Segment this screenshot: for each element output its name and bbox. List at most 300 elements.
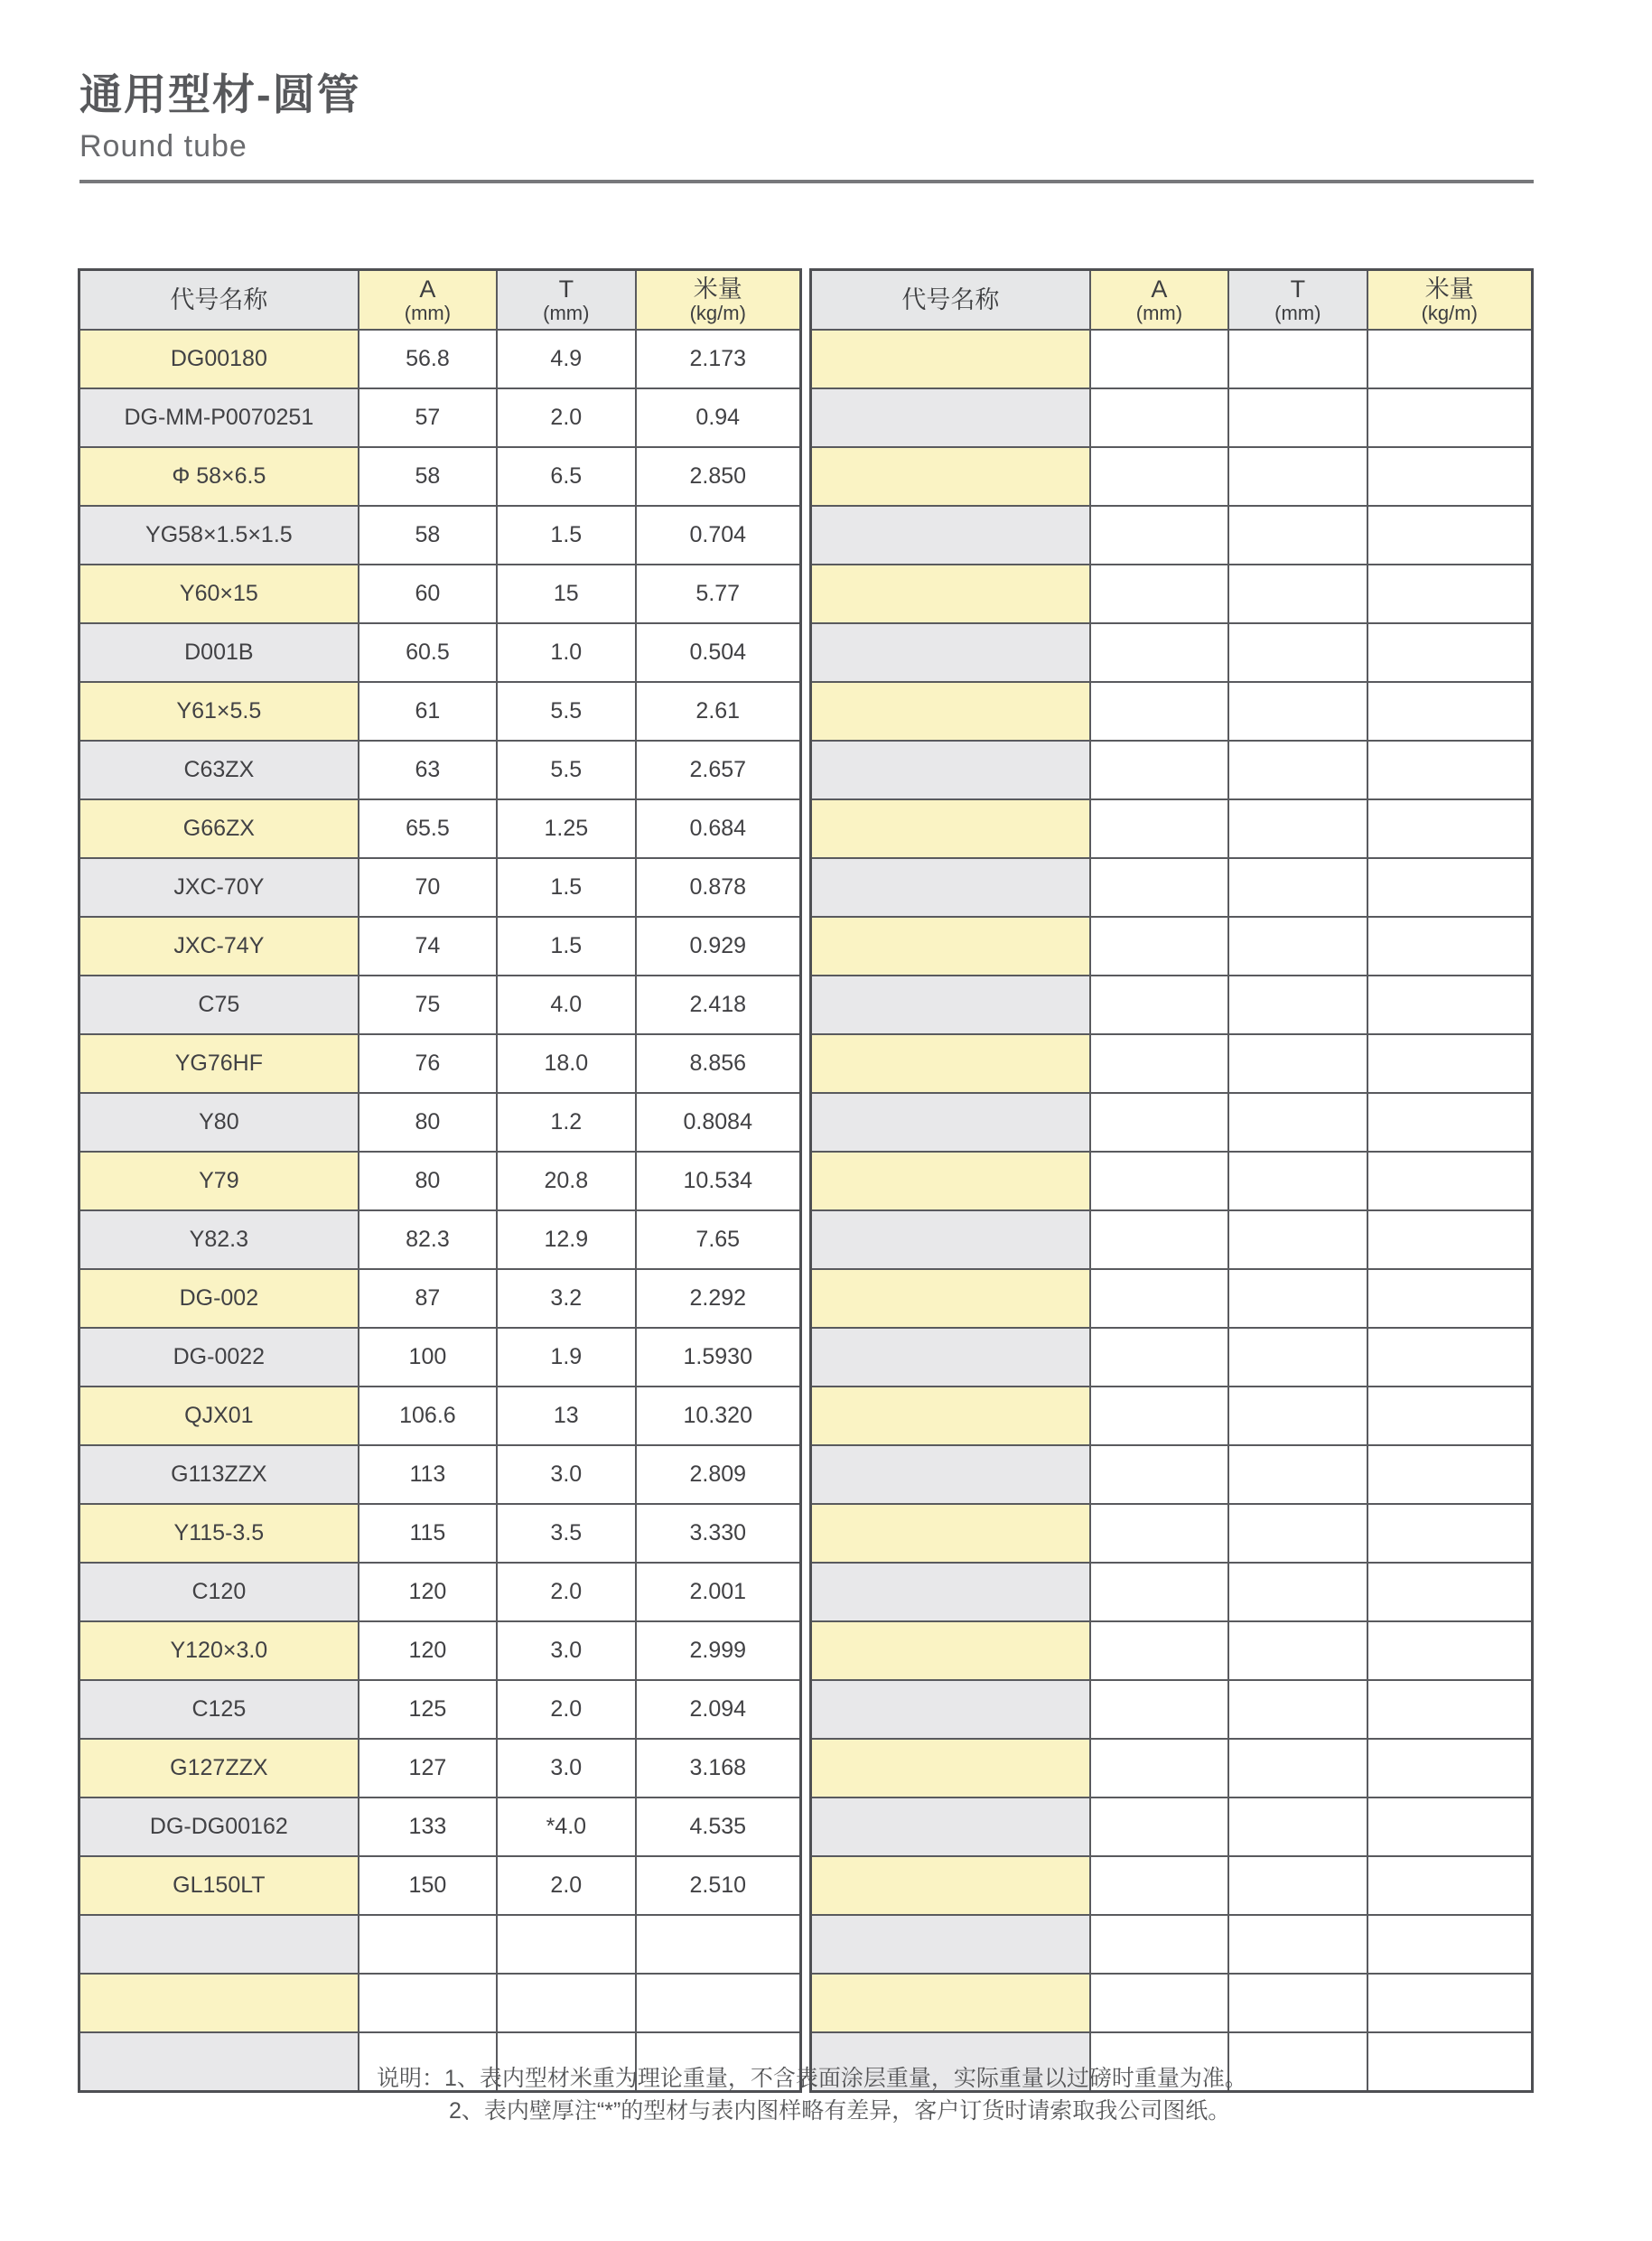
cell-name bbox=[811, 1504, 1090, 1563]
table-row bbox=[79, 1034, 801, 1093]
cell-name bbox=[811, 1974, 1090, 2032]
cell-m bbox=[1367, 1093, 1533, 1152]
cell-name bbox=[811, 858, 1090, 917]
table-row bbox=[811, 447, 1533, 506]
cell-name: Y60×15 bbox=[79, 565, 359, 623]
cell-a: 120 bbox=[359, 1621, 497, 1680]
table-row bbox=[811, 1563, 1533, 1621]
cell-t bbox=[1228, 565, 1367, 623]
table-row bbox=[811, 1387, 1533, 1445]
page-subtitle: Round tube bbox=[79, 129, 247, 163]
cell-name: DG00180 bbox=[79, 330, 359, 388]
cell-name bbox=[79, 2032, 359, 2092]
cell-m bbox=[1367, 565, 1533, 623]
cell-a bbox=[1090, 623, 1228, 682]
table-row bbox=[79, 1680, 801, 1739]
cell-a bbox=[1090, 858, 1228, 917]
cell-t: 1.0 bbox=[497, 623, 635, 682]
table-row bbox=[79, 1387, 801, 1445]
cell-m: 2.292 bbox=[636, 1269, 801, 1328]
cell-t: 3.0 bbox=[497, 1739, 635, 1797]
table-row bbox=[79, 917, 801, 976]
column-header-t-label: T bbox=[1290, 275, 1306, 303]
cell-t bbox=[1228, 799, 1367, 858]
table-row bbox=[79, 1739, 801, 1797]
cell-m bbox=[1367, 1797, 1533, 1856]
cell-m: 2.850 bbox=[636, 447, 801, 506]
cell-name: JXC-74Y bbox=[79, 917, 359, 976]
cell-a: 150 bbox=[359, 1856, 497, 1915]
cell-name: G66ZX bbox=[79, 799, 359, 858]
cell-a: 133 bbox=[359, 1797, 497, 1856]
cell-t: 3.5 bbox=[497, 1504, 635, 1563]
cell-a: 113 bbox=[359, 1445, 497, 1504]
cell-a bbox=[1090, 565, 1228, 623]
cell-name: C120 bbox=[79, 1563, 359, 1621]
table-row bbox=[79, 1093, 801, 1152]
cell-m: 3.168 bbox=[636, 1739, 801, 1797]
cell-name: JXC-70Y bbox=[79, 858, 359, 917]
table-row bbox=[811, 1328, 1533, 1387]
cell-t bbox=[1228, 1621, 1367, 1680]
cell-m bbox=[1367, 1680, 1533, 1739]
cell-name: Y79 bbox=[79, 1152, 359, 1210]
cell-a: 58 bbox=[359, 506, 497, 565]
cell-name bbox=[811, 1445, 1090, 1504]
table-row bbox=[811, 330, 1533, 388]
table-row bbox=[79, 565, 801, 623]
cell-m: 0.929 bbox=[636, 917, 801, 976]
cell-a bbox=[1090, 388, 1228, 447]
cell-t: 2.0 bbox=[497, 1680, 635, 1739]
table-row bbox=[79, 1210, 801, 1269]
cell-name bbox=[811, 388, 1090, 447]
cell-a bbox=[1090, 1387, 1228, 1445]
cell-t: 4.0 bbox=[497, 976, 635, 1034]
cell-a: 75 bbox=[359, 976, 497, 1034]
cell-name: C75 bbox=[79, 976, 359, 1034]
cell-a: 127 bbox=[359, 1739, 497, 1797]
cell-name bbox=[811, 1797, 1090, 1856]
cell-a: 80 bbox=[359, 1152, 497, 1210]
cell-m bbox=[1367, 976, 1533, 1034]
cell-name: Y80 bbox=[79, 1093, 359, 1152]
cell-m bbox=[1367, 330, 1533, 388]
cell-m bbox=[1367, 1504, 1533, 1563]
cell-a: 120 bbox=[359, 1563, 497, 1621]
column-header-m-label: 米量 bbox=[1424, 275, 1474, 303]
table-row bbox=[79, 682, 801, 741]
cell-a: 58 bbox=[359, 447, 497, 506]
table-row bbox=[79, 1563, 801, 1621]
cell-t: 2.0 bbox=[497, 388, 635, 447]
cell-t bbox=[1228, 1152, 1367, 1210]
cell-m: 2.094 bbox=[636, 1680, 801, 1739]
cell-a: 80 bbox=[359, 1093, 497, 1152]
cell-m: 2.173 bbox=[636, 330, 801, 388]
table-row bbox=[79, 858, 801, 917]
page-title: 通用型材-圆管 bbox=[79, 70, 361, 118]
table-row bbox=[811, 1269, 1533, 1328]
cell-a bbox=[359, 1915, 497, 1974]
cell-t: *4.0 bbox=[497, 1797, 635, 1856]
table-row bbox=[79, 1504, 801, 1563]
cell-t bbox=[1228, 447, 1367, 506]
footnote-text-1: 1、表内型材米重为理论重量，不含表面涂层重量，实际重量以过磅时重量为准。 bbox=[444, 2066, 1247, 2091]
cell-m: 2.809 bbox=[636, 1445, 801, 1504]
column-header-t-unit: (mm) bbox=[1274, 301, 1321, 324]
header-row bbox=[79, 270, 801, 331]
cell-a: 106.6 bbox=[359, 1387, 497, 1445]
cell-t: 12.9 bbox=[497, 1210, 635, 1269]
cell-t bbox=[1228, 1797, 1367, 1856]
cell-a: 100 bbox=[359, 1328, 497, 1387]
cell-t bbox=[1228, 1915, 1367, 1974]
cell-a: 70 bbox=[359, 858, 497, 917]
cell-name bbox=[811, 1387, 1090, 1445]
cell-name: D001B bbox=[79, 623, 359, 682]
cell-t bbox=[1228, 1269, 1367, 1328]
table-row bbox=[811, 1621, 1533, 1680]
footnote-label: 说明： bbox=[377, 2066, 445, 2091]
cell-t bbox=[497, 1974, 635, 2032]
table-row bbox=[79, 447, 801, 506]
cell-name: Y82.3 bbox=[79, 1210, 359, 1269]
cell-name: C125 bbox=[79, 1680, 359, 1739]
cell-t bbox=[1228, 506, 1367, 565]
cell-name: QJX01 bbox=[79, 1387, 359, 1445]
table-row bbox=[79, 623, 801, 682]
cell-t bbox=[1228, 1387, 1367, 1445]
cell-name: G113ZZX bbox=[79, 1445, 359, 1504]
cell-t: 1.5 bbox=[497, 506, 635, 565]
table-row bbox=[79, 1328, 801, 1387]
cell-a bbox=[1090, 682, 1228, 741]
column-header-m-label: 米量 bbox=[693, 275, 742, 303]
cell-a bbox=[1090, 506, 1228, 565]
table-row bbox=[811, 799, 1533, 858]
column-header-t-label: T bbox=[558, 275, 574, 303]
footnotes bbox=[377, 2062, 1247, 2127]
table-row bbox=[79, 1797, 801, 1856]
cell-name bbox=[811, 1621, 1090, 1680]
table-row bbox=[811, 388, 1533, 447]
cell-m bbox=[1367, 1856, 1533, 1915]
cell-a bbox=[1090, 1328, 1228, 1387]
cell-a bbox=[1090, 741, 1228, 799]
table-row bbox=[811, 741, 1533, 799]
cell-t: 1.5 bbox=[497, 858, 635, 917]
table-row bbox=[811, 1034, 1533, 1093]
table-row bbox=[811, 1445, 1533, 1504]
cell-name: DG-MM-P0070251 bbox=[79, 388, 359, 447]
cell-name bbox=[811, 1093, 1090, 1152]
cell-m bbox=[1367, 1915, 1533, 1974]
cell-a: 82.3 bbox=[359, 1210, 497, 1269]
table-row bbox=[811, 1093, 1533, 1152]
table-row bbox=[811, 1797, 1533, 1856]
cell-a: 60 bbox=[359, 565, 497, 623]
cell-m bbox=[1367, 2032, 1533, 2092]
cell-t: 13 bbox=[497, 1387, 635, 1445]
cell-t bbox=[1228, 741, 1367, 799]
cell-t bbox=[1228, 1739, 1367, 1797]
cell-m bbox=[1367, 1621, 1533, 1680]
cell-m: 4.535 bbox=[636, 1797, 801, 1856]
footnote-line-2 bbox=[377, 2095, 1247, 2127]
cell-name bbox=[811, 1856, 1090, 1915]
cell-name bbox=[811, 976, 1090, 1034]
cell-a bbox=[1090, 1152, 1228, 1210]
cell-a: 56.8 bbox=[359, 330, 497, 388]
cell-t bbox=[1228, 1563, 1367, 1621]
footnote-text-2: 2、表内壁厚注“*”的型材与表内图样略有差异，客户订货时请索取我公司图纸。 bbox=[449, 2098, 1231, 2124]
cell-t bbox=[1228, 1974, 1367, 2032]
table-row bbox=[79, 1621, 801, 1680]
cell-name bbox=[811, 1152, 1090, 1210]
table-row bbox=[811, 858, 1533, 917]
cell-m: 10.320 bbox=[636, 1387, 801, 1445]
cell-t bbox=[1228, 1504, 1367, 1563]
cell-t: 1.2 bbox=[497, 1093, 635, 1152]
footnote-line-1 bbox=[377, 2062, 1247, 2095]
table-row bbox=[79, 1856, 801, 1915]
cell-m: 0.504 bbox=[636, 623, 801, 682]
column-header-a-label: A bbox=[419, 275, 436, 303]
cell-m: 2.657 bbox=[636, 741, 801, 799]
cell-m bbox=[1367, 447, 1533, 506]
table-row bbox=[811, 1739, 1533, 1797]
table-row bbox=[79, 799, 801, 858]
cell-a: 125 bbox=[359, 1680, 497, 1739]
column-header-m-unit: (kg/m) bbox=[689, 301, 746, 324]
cell-m: 3.330 bbox=[636, 1504, 801, 1563]
cell-a bbox=[1090, 1974, 1228, 2032]
cell-m bbox=[1367, 623, 1533, 682]
cell-a bbox=[1090, 447, 1228, 506]
cell-name bbox=[811, 330, 1090, 388]
table-row bbox=[79, 1152, 801, 1210]
table-row bbox=[811, 565, 1533, 623]
cell-m: 0.704 bbox=[636, 506, 801, 565]
table-row bbox=[811, 1915, 1533, 1974]
table-row bbox=[79, 330, 801, 388]
title-divider bbox=[79, 180, 1534, 183]
cell-a bbox=[1090, 1504, 1228, 1563]
cell-a: 74 bbox=[359, 917, 497, 976]
cell-name: YG76HF bbox=[79, 1034, 359, 1093]
cell-name bbox=[811, 1269, 1090, 1328]
cell-t bbox=[497, 1915, 635, 1974]
cell-t bbox=[1228, 682, 1367, 741]
cell-m bbox=[1367, 388, 1533, 447]
column-header-name bbox=[811, 270, 1090, 331]
table-row bbox=[79, 976, 801, 1034]
cell-t bbox=[1228, 976, 1367, 1034]
table-row bbox=[811, 976, 1533, 1034]
cell-m bbox=[636, 1915, 801, 1974]
column-header-a bbox=[359, 270, 497, 331]
cell-name: C63ZX bbox=[79, 741, 359, 799]
table-row bbox=[79, 741, 801, 799]
cell-a: 87 bbox=[359, 1269, 497, 1328]
cell-name: Φ 58×6.5 bbox=[79, 447, 359, 506]
cell-t bbox=[1228, 917, 1367, 976]
spec-table-left bbox=[78, 268, 802, 2093]
cell-m: 2.418 bbox=[636, 976, 801, 1034]
column-header-name-label: 代号名称 bbox=[901, 285, 1000, 313]
table-row bbox=[79, 1445, 801, 1504]
cell-m bbox=[1367, 506, 1533, 565]
cell-a bbox=[1090, 1739, 1228, 1797]
cell-name bbox=[811, 1915, 1090, 1974]
column-header-name-label: 代号名称 bbox=[170, 285, 268, 313]
cell-t: 2.0 bbox=[497, 1563, 635, 1621]
table-row bbox=[811, 917, 1533, 976]
cell-name bbox=[811, 1034, 1090, 1093]
cell-a: 65.5 bbox=[359, 799, 497, 858]
cell-name: Y61×5.5 bbox=[79, 682, 359, 741]
cell-m: 2.61 bbox=[636, 682, 801, 741]
cell-name: YG58×1.5×1.5 bbox=[79, 506, 359, 565]
column-header-t bbox=[1228, 270, 1367, 331]
table-row bbox=[811, 1504, 1533, 1563]
cell-m: 7.65 bbox=[636, 1210, 801, 1269]
cell-a bbox=[1090, 917, 1228, 976]
cell-t: 1.5 bbox=[497, 917, 635, 976]
cell-m: 2.001 bbox=[636, 1563, 801, 1621]
cell-m: 10.534 bbox=[636, 1152, 801, 1210]
cell-name bbox=[811, 623, 1090, 682]
table-row bbox=[79, 1974, 801, 2032]
column-header-m-unit: (kg/m) bbox=[1421, 301, 1478, 324]
cell-m bbox=[1367, 1328, 1533, 1387]
table-row bbox=[79, 1915, 801, 1974]
cell-t bbox=[1228, 858, 1367, 917]
cell-name bbox=[811, 917, 1090, 976]
cell-name bbox=[811, 1328, 1090, 1387]
cell-m bbox=[1367, 1034, 1533, 1093]
spec-table-right bbox=[809, 268, 1534, 2093]
table-row bbox=[79, 388, 801, 447]
cell-m bbox=[1367, 741, 1533, 799]
cell-m: 2.510 bbox=[636, 1856, 801, 1915]
cell-a bbox=[1090, 1563, 1228, 1621]
cell-t: 1.9 bbox=[497, 1328, 635, 1387]
cell-m: 5.77 bbox=[636, 565, 801, 623]
column-header-a-label: A bbox=[1151, 275, 1168, 303]
cell-m bbox=[1367, 799, 1533, 858]
column-header-a-unit: (mm) bbox=[404, 301, 452, 324]
table-row bbox=[811, 1680, 1533, 1739]
cell-t: 4.9 bbox=[497, 330, 635, 388]
cell-t bbox=[1228, 2032, 1367, 2092]
cell-a: 76 bbox=[359, 1034, 497, 1093]
column-header-t-unit: (mm) bbox=[543, 301, 590, 324]
table-row bbox=[79, 506, 801, 565]
cell-a bbox=[1090, 1034, 1228, 1093]
table-row bbox=[811, 1210, 1533, 1269]
cell-a bbox=[1090, 330, 1228, 388]
cell-t bbox=[1228, 388, 1367, 447]
cell-m: 0.8084 bbox=[636, 1093, 801, 1152]
header-row bbox=[811, 270, 1533, 331]
cell-a bbox=[1090, 1856, 1228, 1915]
cell-name: GL150LT bbox=[79, 1856, 359, 1915]
column-header-name bbox=[79, 270, 359, 331]
spec-tables bbox=[78, 268, 1534, 2093]
cell-m bbox=[1367, 858, 1533, 917]
cell-name bbox=[811, 1210, 1090, 1269]
table-row bbox=[811, 1152, 1533, 1210]
cell-t bbox=[1228, 1328, 1367, 1387]
table-row bbox=[811, 506, 1533, 565]
cell-a bbox=[1090, 1915, 1228, 1974]
cell-t bbox=[1228, 330, 1367, 388]
cell-t: 5.5 bbox=[497, 741, 635, 799]
cell-t: 5.5 bbox=[497, 682, 635, 741]
table-row bbox=[811, 1856, 1533, 1915]
cell-t: 18.0 bbox=[497, 1034, 635, 1093]
column-header-m bbox=[1367, 270, 1533, 331]
cell-t: 15 bbox=[497, 565, 635, 623]
cell-a bbox=[1090, 976, 1228, 1034]
cell-a bbox=[1090, 1797, 1228, 1856]
cell-name bbox=[811, 506, 1090, 565]
cell-m bbox=[1367, 1387, 1533, 1445]
cell-m bbox=[1367, 1210, 1533, 1269]
cell-m bbox=[1367, 1152, 1533, 1210]
cell-t: 3.0 bbox=[497, 1445, 635, 1504]
cell-a: 63 bbox=[359, 741, 497, 799]
table-row bbox=[811, 623, 1533, 682]
cell-m: 2.999 bbox=[636, 1621, 801, 1680]
cell-t bbox=[1228, 1034, 1367, 1093]
cell-m bbox=[1367, 1445, 1533, 1504]
cell-a bbox=[1090, 799, 1228, 858]
cell-t: 2.0 bbox=[497, 1856, 635, 1915]
cell-m bbox=[1367, 1269, 1533, 1328]
cell-name: DG-0022 bbox=[79, 1328, 359, 1387]
cell-name: DG-002 bbox=[79, 1269, 359, 1328]
cell-t: 3.2 bbox=[497, 1269, 635, 1328]
cell-name: G127ZZX bbox=[79, 1739, 359, 1797]
table-row bbox=[79, 1269, 801, 1328]
cell-t bbox=[1228, 1856, 1367, 1915]
cell-m: 1.5930 bbox=[636, 1328, 801, 1387]
column-header-m bbox=[636, 270, 801, 331]
cell-t: 1.25 bbox=[497, 799, 635, 858]
table-row bbox=[811, 1974, 1533, 2032]
cell-a: 60.5 bbox=[359, 623, 497, 682]
cell-m: 0.94 bbox=[636, 388, 801, 447]
cell-name: DG-DG00162 bbox=[79, 1797, 359, 1856]
cell-a bbox=[1090, 1621, 1228, 1680]
cell-m bbox=[1367, 1974, 1533, 2032]
cell-a: 61 bbox=[359, 682, 497, 741]
cell-a: 115 bbox=[359, 1504, 497, 1563]
table-row bbox=[811, 682, 1533, 741]
cell-name: Y115-3.5 bbox=[79, 1504, 359, 1563]
cell-a bbox=[1090, 1210, 1228, 1269]
cell-m: 0.878 bbox=[636, 858, 801, 917]
cell-a bbox=[1090, 1269, 1228, 1328]
cell-name bbox=[811, 1680, 1090, 1739]
cell-name bbox=[79, 1974, 359, 2032]
cell-t bbox=[1228, 1093, 1367, 1152]
cell-m bbox=[1367, 1739, 1533, 1797]
cell-t bbox=[1228, 1445, 1367, 1504]
